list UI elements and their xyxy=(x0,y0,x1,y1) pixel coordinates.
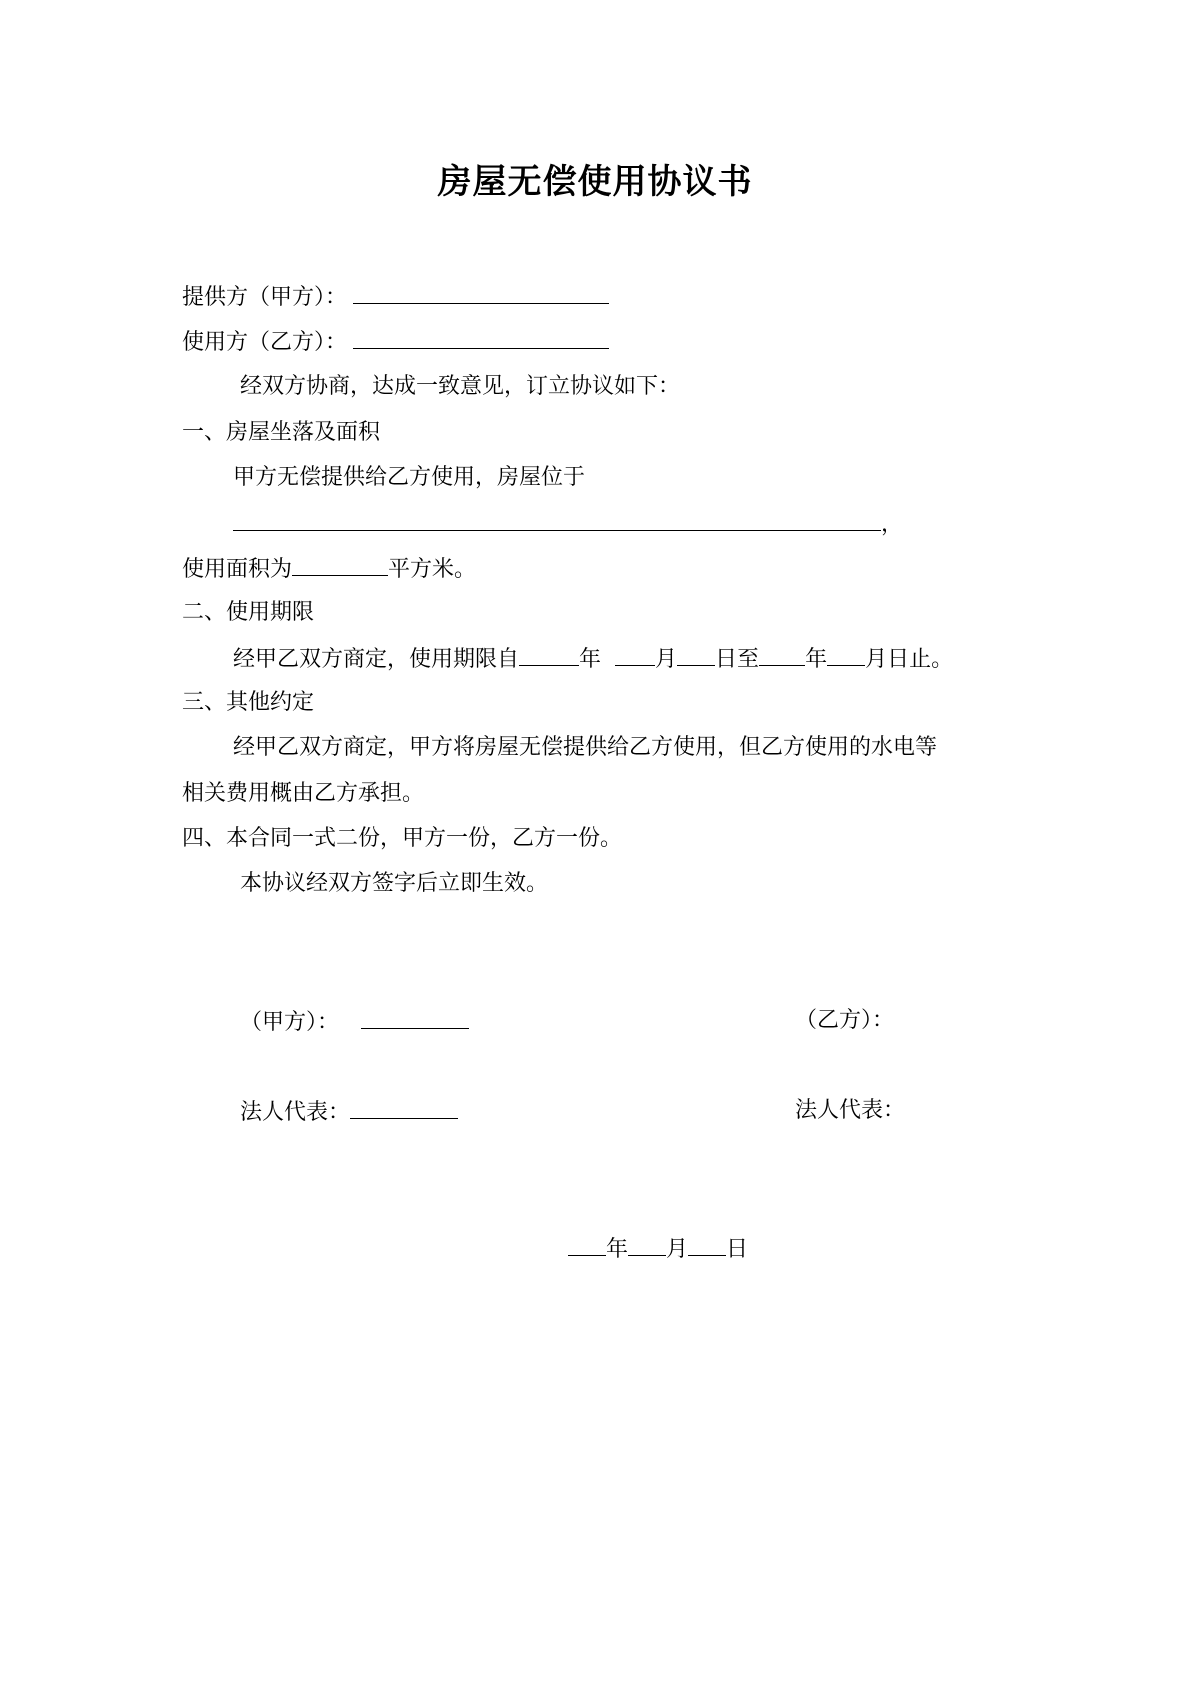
rep-a-blank xyxy=(350,1096,458,1119)
user-label: 使用方（乙方）： xyxy=(182,330,348,355)
date-month: 月 xyxy=(666,1237,689,1262)
date-year: 年 xyxy=(606,1237,629,1262)
term-line xyxy=(233,643,953,675)
party-a-label: （甲方）： xyxy=(240,1010,340,1035)
rep-a-signature-line xyxy=(240,1096,458,1128)
user-blank xyxy=(353,326,609,349)
party-a-blank xyxy=(361,1006,469,1029)
area-prefix: 使用面积为 xyxy=(182,557,293,582)
location-blank xyxy=(233,508,881,531)
location-comma: ， xyxy=(881,512,904,537)
rep-b-label: 法人代表： xyxy=(795,1098,906,1123)
term-day-to: 日至 xyxy=(715,647,760,672)
party-b-label: （乙方）： xyxy=(795,1008,895,1033)
term-prefix: 经甲乙双方商定，使用期限自 xyxy=(233,647,520,672)
party-a-signature-line xyxy=(240,1006,469,1038)
section3-heading: 三、其他约定 xyxy=(182,690,315,715)
user-line xyxy=(182,326,609,358)
provider-line xyxy=(182,281,609,313)
term-year1: 年 xyxy=(579,647,602,672)
area-line xyxy=(182,553,476,585)
provider-label: 提供方（甲方）： xyxy=(182,285,348,310)
term-month1: 月 xyxy=(655,647,678,672)
date-day-blank xyxy=(688,1233,726,1256)
date-day: 日 xyxy=(726,1237,749,1262)
date-month-blank xyxy=(628,1233,666,1256)
location-line xyxy=(233,508,903,540)
section2-heading: 二、使用期限 xyxy=(182,600,315,625)
term-end: 月日止。 xyxy=(865,647,954,672)
document-title: 房屋无偿使用协议书 xyxy=(437,162,753,202)
section3-line1: 经甲乙双方商定，甲方将房屋无偿提供给乙方使用，但乙方使用的水电等 xyxy=(233,735,938,760)
date-year-blank xyxy=(568,1233,606,1256)
intro-text: 经双方协商，达成一致意见，订立协议如下： xyxy=(240,374,681,399)
effect-text: 本协议经双方签字后立即生效。 xyxy=(240,871,549,896)
area-blank xyxy=(292,553,388,576)
start-day-blank xyxy=(677,643,715,666)
start-year-blank xyxy=(519,643,579,666)
end-month-blank xyxy=(827,643,865,666)
section4-heading: 四、本合同一式二份，甲方一份，乙方一份。 xyxy=(182,826,623,851)
area-suffix: 平方米。 xyxy=(388,557,477,582)
start-month-blank xyxy=(615,643,655,666)
term-year2: 年 xyxy=(805,647,828,672)
rep-a-label: 法人代表： xyxy=(240,1100,351,1125)
end-year-blank xyxy=(759,643,805,666)
section1-text: 甲方无偿提供给乙方使用，房屋位于 xyxy=(233,465,586,490)
section3-line2: 相关费用概由乙方承担。 xyxy=(182,781,425,806)
provider-blank xyxy=(353,281,609,304)
section1-heading: 一、房屋坐落及面积 xyxy=(182,420,381,445)
date-line xyxy=(568,1233,748,1265)
